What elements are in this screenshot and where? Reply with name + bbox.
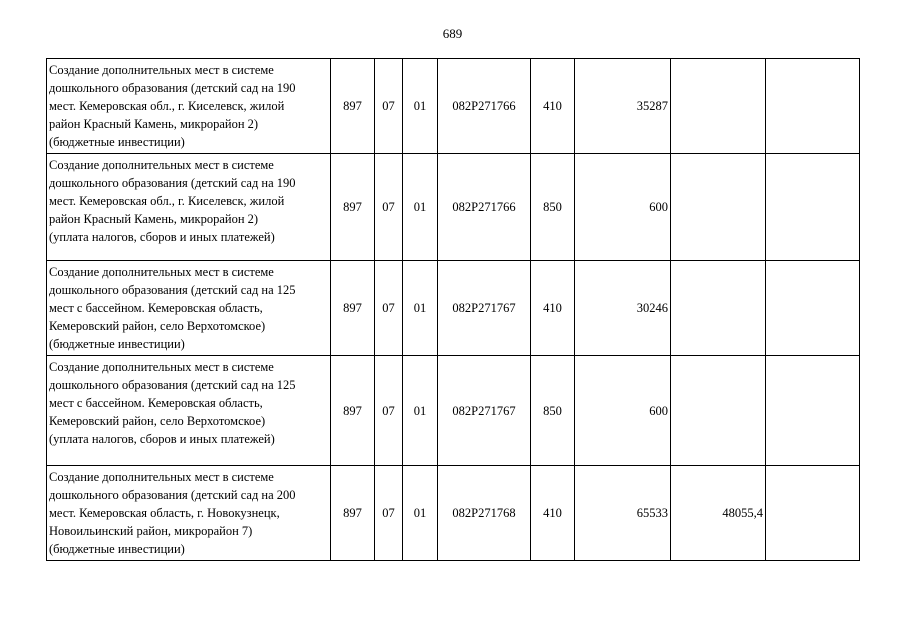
cell-amount-2 <box>671 59 766 154</box>
table-row <box>47 356 860 466</box>
cell-section: 07 <box>375 356 403 466</box>
cell-target-article: 082P271766 <box>438 59 531 154</box>
cell-expense-type: 850 <box>531 356 575 466</box>
cell-grbs: 897 <box>331 466 375 561</box>
description-line: мест. Кемеровская область, г. Новокузнецк, <box>49 506 280 520</box>
cell-target-article: 082P271768 <box>438 466 531 561</box>
cell-subsection: 01 <box>403 466 438 561</box>
cell-expense-type: 410 <box>531 261 575 356</box>
cell-amount-3 <box>766 466 860 561</box>
cell-section: 07 <box>375 466 403 561</box>
cell-target-article: 082P271766 <box>438 154 531 261</box>
description-line: (уплата налогов, сборов и иных платежей) <box>49 432 275 446</box>
row-description <box>47 59 331 154</box>
cell-amount-1: 600 <box>575 154 671 261</box>
description-line: мест с бассейном. Кемеровская область, <box>49 396 263 410</box>
description-line: район Красный Камень, микрорайон 2) <box>49 117 259 131</box>
description-line: Кемеровский район, село Верхотомское) <box>49 319 266 333</box>
description-line: дошкольного образования (детский сад на 125 <box>49 378 296 392</box>
description-line: Создание дополнительных мест в системе <box>49 63 274 77</box>
table-row <box>47 261 860 356</box>
description-line: (бюджетные инвестиции) <box>49 135 185 149</box>
description-line: район Красный Камень, микрорайон 2) <box>49 212 259 226</box>
cell-grbs: 897 <box>331 356 375 466</box>
description-line: дошкольного образования (детский сад на 190 <box>49 176 296 190</box>
description-line: дошкольного образования (детский сад на 190 <box>49 81 296 95</box>
cell-amount-1: 65533 <box>575 466 671 561</box>
table-row <box>47 466 860 561</box>
cell-subsection: 01 <box>403 154 438 261</box>
cell-subsection: 01 <box>403 356 438 466</box>
cell-subsection: 01 <box>403 261 438 356</box>
description-line: (бюджетные инвестиции) <box>49 542 185 556</box>
description-line: (бюджетные инвестиции) <box>49 337 185 351</box>
description-line: Кемеровский район, село Верхотомское) <box>49 414 266 428</box>
row-description <box>47 356 331 466</box>
cell-amount-1: 30246 <box>575 261 671 356</box>
cell-subsection: 01 <box>403 59 438 154</box>
cell-section: 07 <box>375 154 403 261</box>
description-line: дошкольного образования (детский сад на 200 <box>49 488 296 502</box>
table-row <box>47 59 860 154</box>
table-row <box>47 154 860 261</box>
cell-expense-type: 410 <box>531 466 575 561</box>
budget-table <box>46 58 860 561</box>
cell-expense-type: 410 <box>531 59 575 154</box>
description-line: мест. Кемеровская обл., г. Киселевск, жилой <box>49 99 285 113</box>
cell-expense-type: 850 <box>531 154 575 261</box>
description-line: Новоильинский район, микрорайон 7) <box>49 524 253 538</box>
description-line: Создание дополнительных мест в системе <box>49 158 274 172</box>
cell-amount-3 <box>766 59 860 154</box>
description-line: мест с бассейном. Кемеровская область, <box>49 301 263 315</box>
page-number: 689 <box>442 26 463 41</box>
cell-amount-2 <box>671 154 766 261</box>
cell-amount-3 <box>766 154 860 261</box>
row-description <box>47 154 331 261</box>
cell-grbs: 897 <box>331 261 375 356</box>
cell-section: 07 <box>375 261 403 356</box>
cell-amount-2 <box>671 356 766 466</box>
cell-target-article: 082P271767 <box>438 356 531 466</box>
description-line: Создание дополнительных мест в системе <box>49 265 274 279</box>
description-line: Создание дополнительных мест в системе <box>49 360 274 374</box>
row-description <box>47 466 331 561</box>
cell-target-article: 082P271767 <box>438 261 531 356</box>
description-line: Создание дополнительных мест в системе <box>49 470 274 484</box>
cell-grbs: 897 <box>331 154 375 261</box>
description-line: мест. Кемеровская обл., г. Киселевск, жилой <box>49 194 285 208</box>
description-line: дошкольного образования (детский сад на 125 <box>49 283 296 297</box>
cell-amount-2: 48055,4 <box>671 466 766 561</box>
cell-section: 07 <box>375 59 403 154</box>
cell-amount-2 <box>671 261 766 356</box>
description-line: (уплата налогов, сборов и иных платежей) <box>49 230 275 244</box>
cell-amount-3 <box>766 356 860 466</box>
cell-amount-3 <box>766 261 860 356</box>
cell-amount-1: 35287 <box>575 59 671 154</box>
cell-amount-1: 600 <box>575 356 671 466</box>
cell-grbs: 897 <box>331 59 375 154</box>
row-description <box>47 261 331 356</box>
